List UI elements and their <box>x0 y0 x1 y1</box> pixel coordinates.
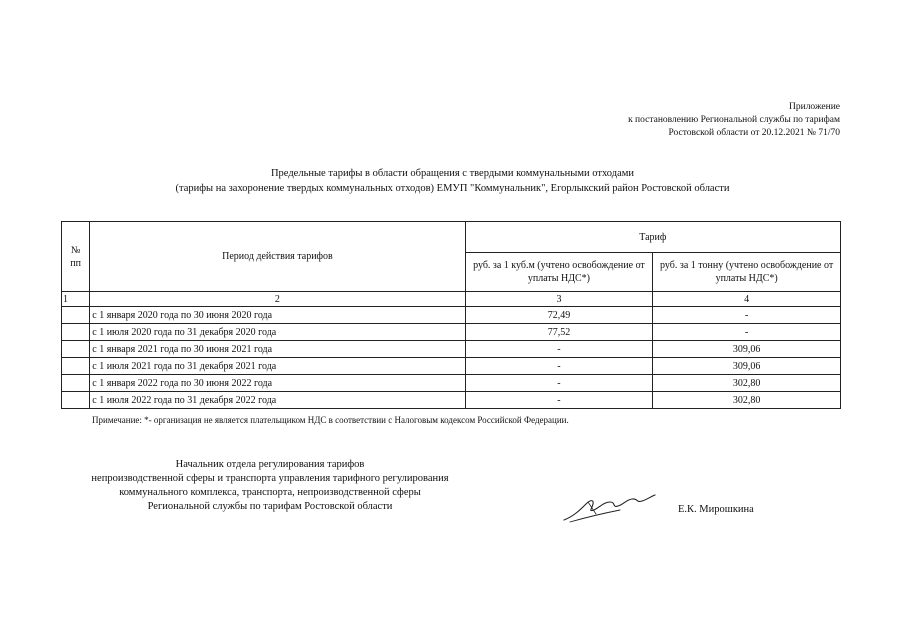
header-period: Период действия тарифов <box>90 222 465 292</box>
row-tariff-m3: - <box>465 392 653 409</box>
column-index: 4 <box>653 292 841 307</box>
signatory-position-line-3: коммунального комплекса, транспорта, непроизводственной сферы <box>119 487 421 498</box>
row-number <box>62 307 90 324</box>
appendix-header <box>628 101 840 140</box>
row-tariff-m3: - <box>465 375 653 392</box>
row-number <box>62 392 90 409</box>
column-index: 3 <box>465 292 653 307</box>
header-number <box>62 222 90 292</box>
document-title-line-2: (тарифы на захоронение твердых коммунальных отходов) ЕМУП "Коммунальник", Егорлыкский район Ростовской области <box>175 183 730 194</box>
appendix-date-number: Ростовской области от 20.12.2021 № 71/70 <box>668 128 840 138</box>
row-tariff-m3: - <box>465 358 653 375</box>
table-row <box>62 392 841 409</box>
row-tariff-ton: - <box>653 307 841 324</box>
column-index: 2 <box>90 292 465 307</box>
signatory-name: Е.К. Мирошкина <box>678 504 754 515</box>
row-tariff-m3: 72,49 <box>465 307 653 324</box>
row-period: с 1 января 2021 года по 30 июня 2021 года <box>90 341 465 358</box>
row-number <box>62 324 90 341</box>
signatory-position <box>50 458 490 514</box>
document-title <box>0 166 905 196</box>
row-tariff-ton: 302,80 <box>653 392 841 409</box>
row-period: с 1 января 2022 года по 30 июня 2022 года <box>90 375 465 392</box>
table-row <box>62 341 841 358</box>
signatory-position-line-1: Начальник отдела регулирования тарифов <box>175 459 365 470</box>
header-number-label: № пп <box>70 244 81 269</box>
appendix-resolution: к постановлению Региональной службы по тарифам <box>628 115 840 125</box>
tariff-table <box>61 221 841 409</box>
appendix-label: Приложение <box>789 102 840 112</box>
row-number <box>62 375 90 392</box>
header-rub-per-m3: руб. за 1 куб.м (учтено освобождение от уплаты НДС*) <box>465 253 653 292</box>
header-rub-per-ton: руб. за 1 тонну (учтено освобождение от уплаты НДС*) <box>653 253 841 292</box>
signatory-position-line-2: непроизводственной сферы и транспорта управления тарифного регулирования <box>91 473 449 484</box>
row-tariff-ton: 309,06 <box>653 341 841 358</box>
table-row <box>62 324 841 341</box>
row-tariff-ton: 302,80 <box>653 375 841 392</box>
header-tarif: Тариф <box>465 222 840 253</box>
row-period: с 1 июля 2022 года по 31 декабря 2022 года <box>90 392 465 409</box>
column-index-row <box>62 292 841 307</box>
row-period: с 1 января 2020 года по 30 июня 2020 года <box>90 307 465 324</box>
row-number <box>62 341 90 358</box>
row-tariff-m3: - <box>465 341 653 358</box>
footnote: Примечание: *- организация не является плательщиком НДС в соответствии с Налоговым кодексом Российской Федерации. <box>92 415 569 425</box>
handwritten-signature <box>560 490 660 525</box>
row-period: с 1 июля 2020 года по 31 декабря 2020 года <box>90 324 465 341</box>
row-number <box>62 358 90 375</box>
row-tariff-ton: 309,06 <box>653 358 841 375</box>
table-row <box>62 375 841 392</box>
row-tariff-ton: - <box>653 324 841 341</box>
row-tariff-m3: 77,52 <box>465 324 653 341</box>
document-title-line-1: Предельные тарифы в области обращения с твердыми коммунальными отходами <box>270 168 635 179</box>
row-period: с 1 июля 2021 года по 31 декабря 2021 года <box>90 358 465 375</box>
table-row <box>62 307 841 324</box>
signatory-position-line-4: Региональной службы по тарифам Ростовской области <box>147 501 393 512</box>
column-index: 1 <box>62 292 90 307</box>
table-row <box>62 358 841 375</box>
